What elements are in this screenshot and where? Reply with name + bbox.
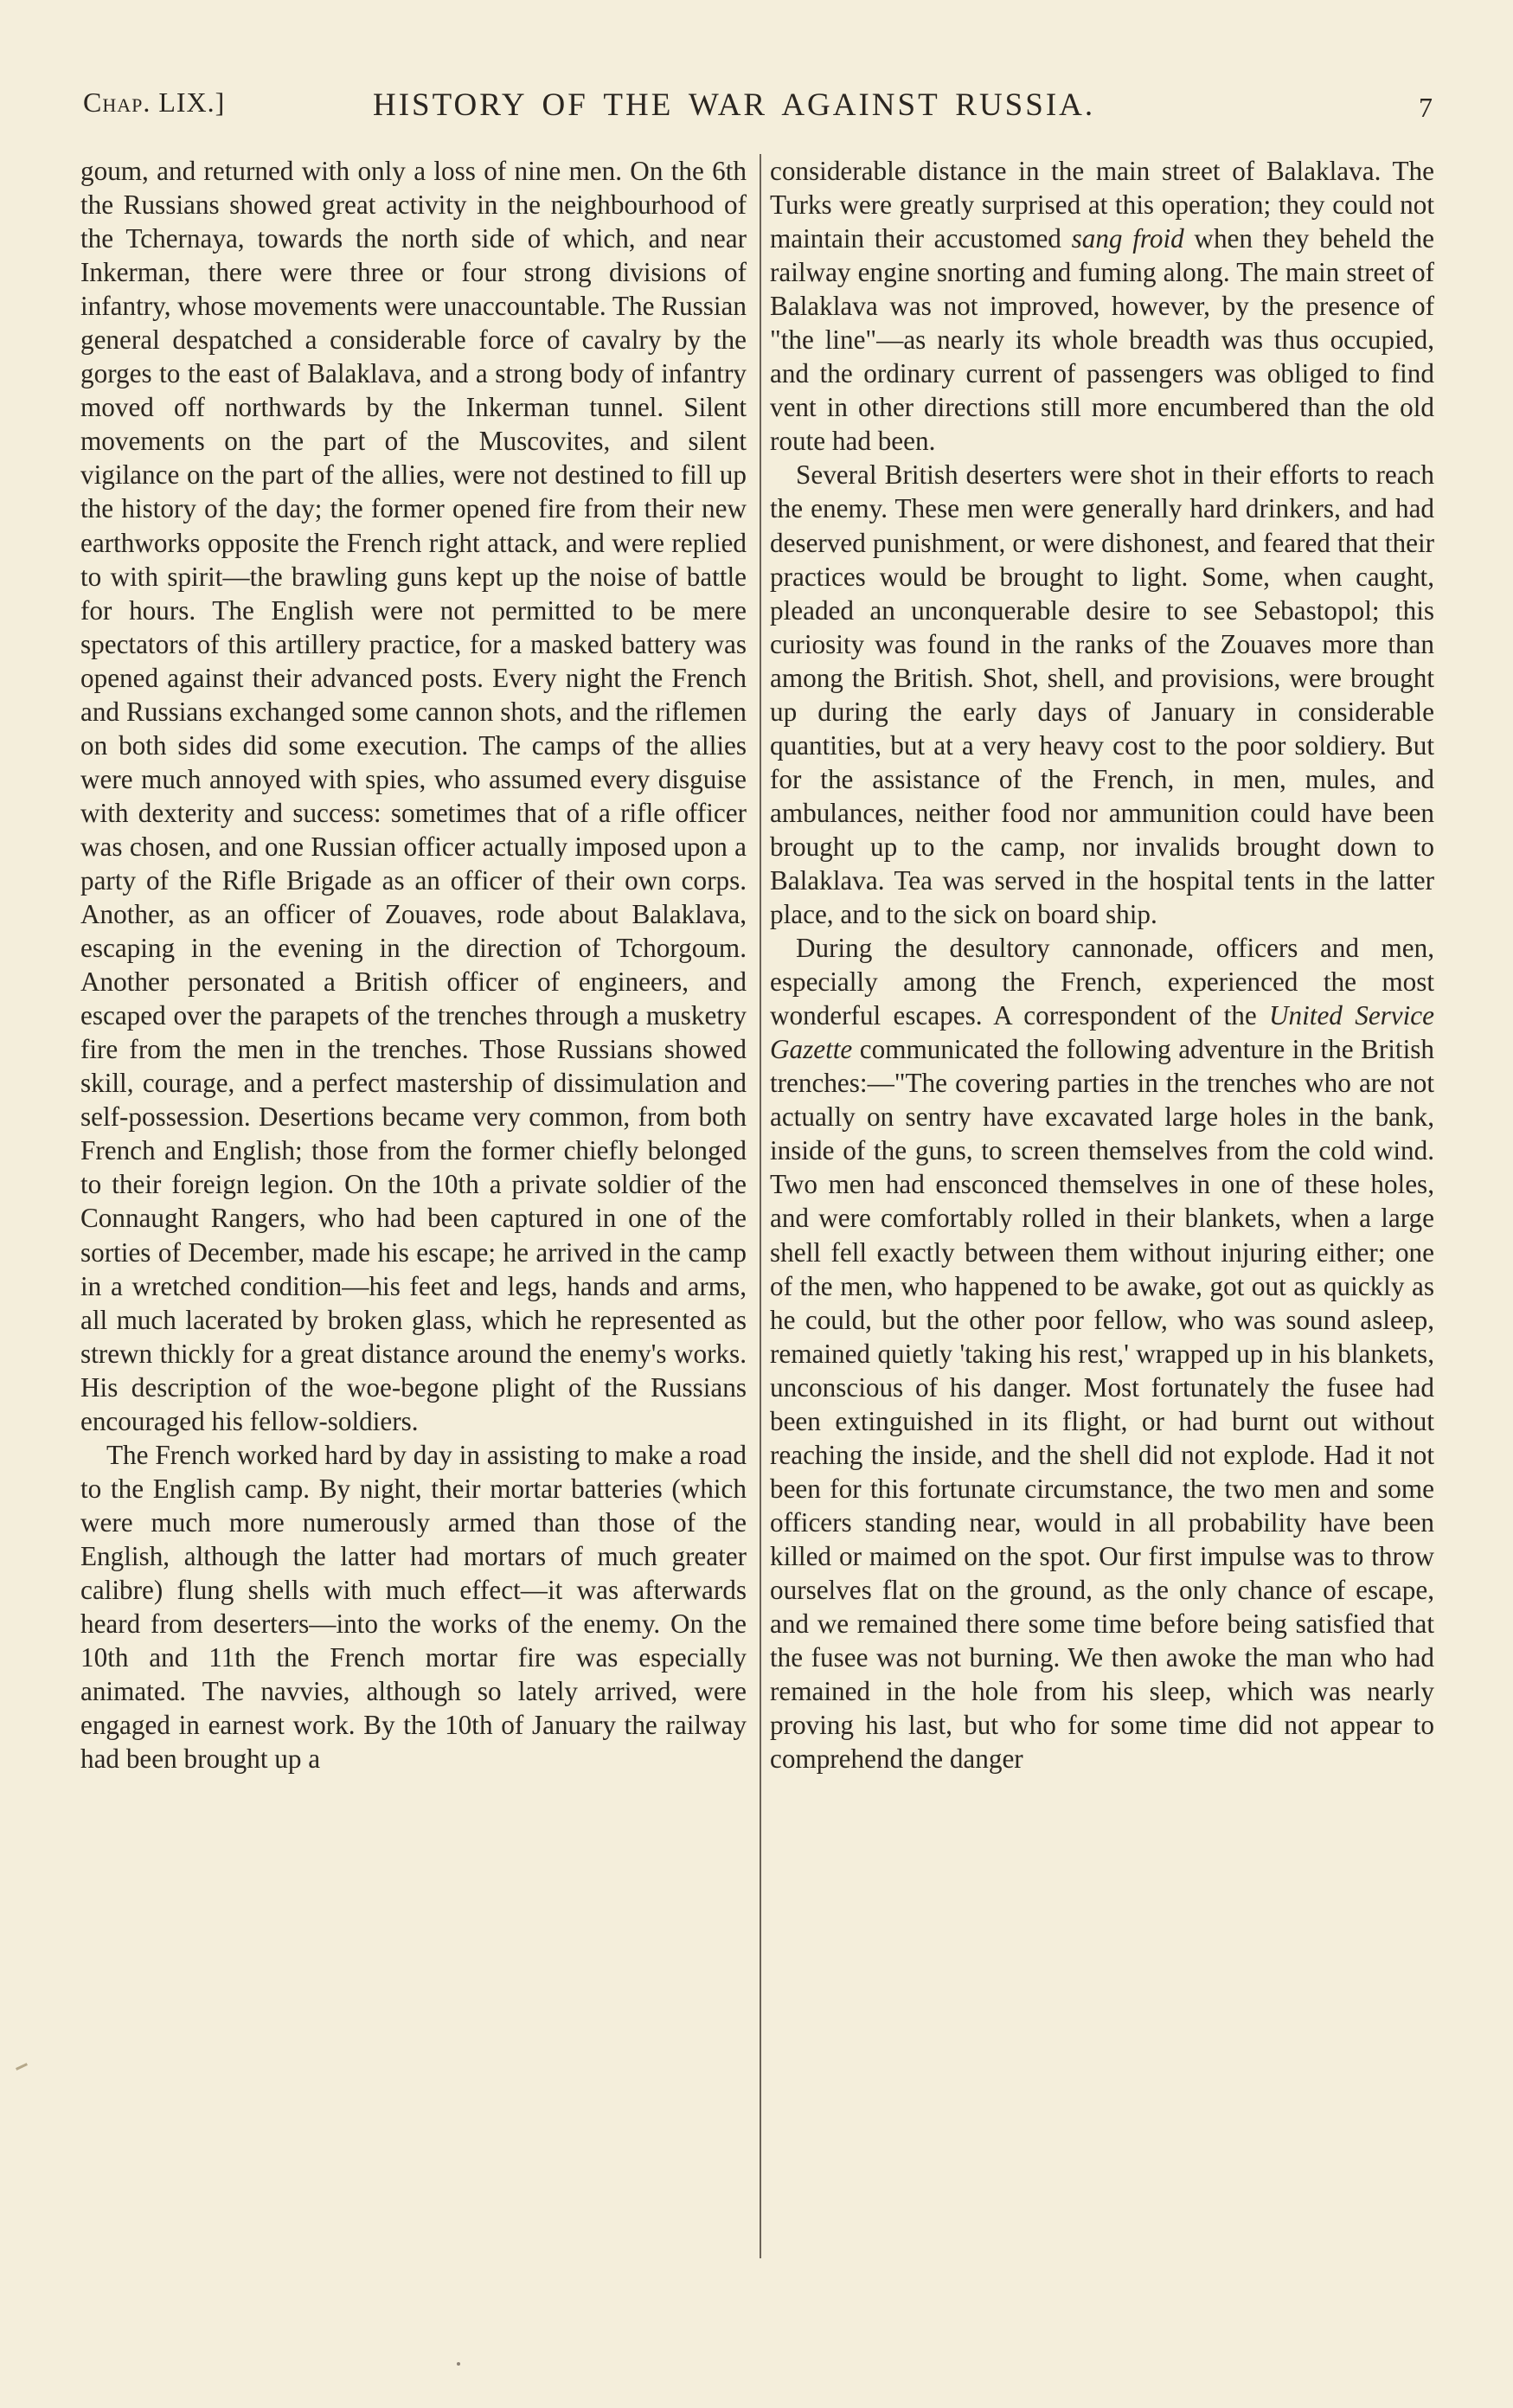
italic-publication-title: United Service Gazette	[770, 1000, 1434, 1065]
page-number: 7	[1419, 92, 1433, 123]
chapter-label: Chap. LIX.]	[83, 87, 226, 118]
paragraph: The French worked hard by day in assisting to make a road to the English camp. By night, their mortar batteries (which were much more numerously armed than those of the English, although the latter had mortars of much greater calibre) flung shells with much effect—it was afterwards heard from deserters—into the works of the enemy. On the 10th and 11th the French mortar fire was especially animated. The navvies, although so lately arrived, were engaged in earnest work. By the 10th of January the railway had been brought up a	[80, 1439, 747, 1775]
text-run: considerable distance in the main street of Balaklava. The Turks were greatly surprised at this operation; they could not maintain their accustomed	[770, 156, 1434, 254]
running-title: HISTORY OF THE WAR AGAINST RUSSIA.	[373, 87, 1096, 123]
italic-phrase: sang froid	[1071, 223, 1184, 254]
left-column	[80, 154, 747, 1775]
page-speck	[457, 2362, 460, 2366]
text-run: During the desultory cannonade, officers and men, especially among the French, experienced the most wonderful escapes. A correspondent of the	[770, 933, 1434, 1031]
running-header	[83, 83, 1459, 126]
text-run: communicated the following adventure in the British trenches:—"The covering parties in the trenches who are not actually on sentry have excavated large holes in the bank, inside of the guns, to screen themselves from the cold wind. Two men had ensconced themselves in one of these holes, and were comfortably rolled in their blankets, when a large shell fell exactly between them without injuring either; one of the men, who happened to be awake, got out as quickly as he could, but the other poor fellow, who was sound asleep, remained quietly 'taking his rest,' wrapped up in his blankets, unconscious of his danger. Most fortunately the fusee had been extinguished in its flight, or had burnt out without reaching the inside, and the shell did not explode. Had it not been for this fortunate circumstance, the two men and some officers standing near, would in all probability have been killed or maimed on the spot. Our first impulse was to throw ourselves flat on the ground, as the only chance of escape, and we remained there some time before being satisfied that the fusee was not burning. We then awoke the man who had remained in the hole from his sleep, which was nearly proving his last, but who for some time did not appear to comprehend the danger	[770, 1034, 1434, 1775]
paragraph	[770, 154, 1434, 458]
paragraph	[770, 931, 1434, 1775]
paragraph: Several British deserters were shot in their efforts to reach the enemy. These men were generally hard drinkers, and had deserved punishment, or were dishonest, and feared that their practices would be brought to light. Some, when caught, pleaded an unconquerable desire to see Sebastopol; this curiosity was found in the ranks of the Zouaves more than among the British. Shot, shell, and provisions, were brought up during the early days of January in considerable quantities, but at a very heavy cost to the poor soldiery. But for the assistance of the French, in men, mules, and ambulances, neither food nor ammunition could have been brought up to the camp, nor invalids brought down to Balaklava. Tea was served in the hospital tents in the latter place, and to the sick on board ship.	[770, 459, 1434, 930]
paragraph: goum, and returned with only a loss of nine men. On the 6th the Russians showed great activity in the neighbourhood of the Tchernaya, towards the north side of which, and near Inkerman, there were three or four strong divisions of infantry, whose movements were unaccountable. The Russian general despatched a considerable force of cavalry by the gorges to the east of Balaklava, and a strong body of infantry moved off northwards by the Inkerman tunnel. Silent movements on the part of the Muscovites, and silent vigilance on the part of the allies, were not destined to fill up the history of the day; the former opened fire from their new earthworks opposite the French right attack, and were replied to with spirit—the brawling guns kept up the noise of battle for hours. The English were not permitted to be mere spectators of this artillery practice, for a masked battery was opened against their advanced posts. Every night the French and Russians exchanged some cannon shots, and the riflemen on both sides did some execution. The camps of the allies were much annoyed with spies, who assumed every disguise with dexterity and success: sometimes that of a rifle officer was chosen, and one Russian officer actually imposed upon a party of the Rifle Brigade as an officer of their own corps. Another, as an officer of Zouaves, rode about Balaklava, escaping in the evening in the direction of Tchorgoum. Another personated a British officer of engineers, and escaped over the parapets of the trenches through a musketry fire from the men in the trenches. Those Russians showed skill, courage, and a perfect mastership of dissimulation and self-possession. Desertions became very common, from both French and English; those from the former chiefly belonged to their foreign legion. On the 10th a private soldier of the Connaught Rangers, who had been captured in one of the sorties of December, made his escape; he arrived in the camp in a wretched condition—his feet and legs, hands and arms, all much lacerated by broken glass, which he represented as strewn thickly for a great distance around the enemy's works. His description of the woe-begone plight of the Russians encouraged his fellow-soldiers.	[80, 156, 747, 1436]
right-column	[770, 154, 1434, 1775]
text-run: when they beheld the railway engine snorting and fuming along. The main street of Balaklava was not improved, however, by the presence of "the line"—as nearly its whole breadth was thus occupied, and the ordinary current of passengers was obliged to find vent in other directions still more encumbered than the old route had been.	[770, 223, 1434, 457]
margin-mark	[16, 2063, 28, 2071]
column-divider	[760, 154, 761, 2258]
